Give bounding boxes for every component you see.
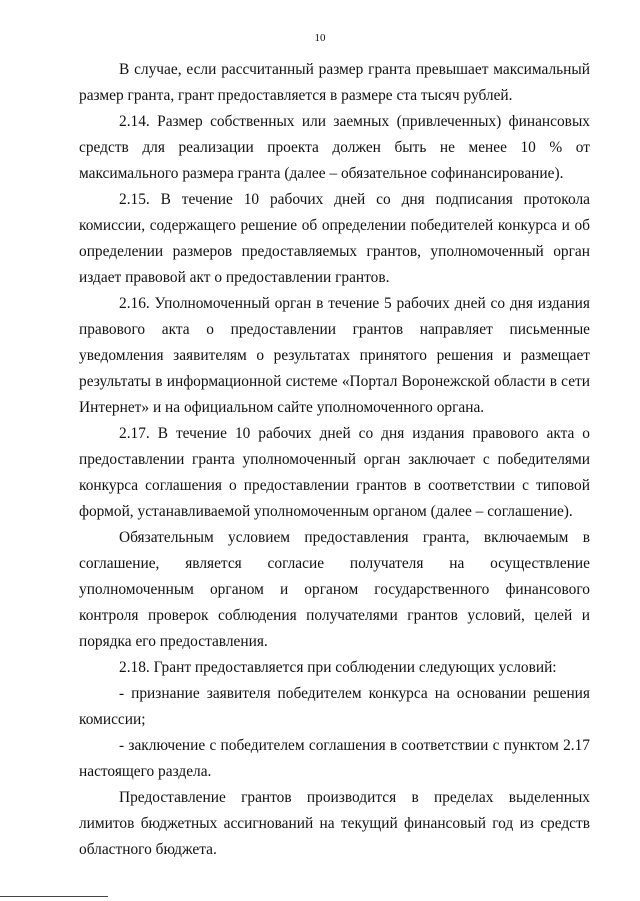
paragraph-mandatory-condition: Обязательным условием предоставления гранта, включаемым в соглашение, является согласие получателя на осуществление уполномоченным органом и органом государственного финансового контроля проверок соблюдения получателями грантов условий, целей и порядка его предоставления. bbox=[79, 529, 590, 650]
paragraph-2-17: 2.17. В течение 10 рабочих дней со дня издания правового акта о предоставлении гранта уполномоченный орган заключает с победителями конкурса соглашения о предоставлении грантов в соответствии с типовой формой, устанавливаемой уполномоченным органом (далее – соглашение). bbox=[79, 425, 590, 520]
footer-rule bbox=[0, 896, 108, 897]
list-item-condition-2: - заключение с победителем соглашения в соответствии с пунктом 2.17 настоящего раздела. bbox=[79, 737, 590, 780]
paragraph-2-18: 2.18. Грант предоставляется при соблюдении следующих условий: bbox=[119, 659, 557, 676]
paragraph-2-14: 2.14. Размер собственных или заемных (привлеченных) финансовых средств для реализации проекта должен быть не менее 10 % от максимального размера гранта (далее – обязательное софинансирование). bbox=[79, 113, 590, 182]
paragraph-grant-limit: В случае, если рассчитанный размер гранта превышает максимальный размер гранта, грант предоставляется в размере ста тысяч рублей. bbox=[79, 61, 590, 104]
page-number: 10 bbox=[314, 32, 326, 44]
paragraph-2-16: 2.16. Уполномоченный орган в течение 5 рабочих дней со дня издания правового акта о предоставлении грантов направляет письменные уведомления заявителям о результатах принятого решения и размещает результаты в информационной системе «Портал Воронежской области в сети Интернет» и на официальном сайте уполномоченного органа. bbox=[79, 295, 590, 416]
paragraph-2-15: 2.15. В течение 10 рабочих дней со дня подписания протокола комиссии, содержащего решение об определении победителей конкурса и об определении размеров предоставляемых грантов, уполномоченный орган издает правовой акт о предоставлении грантов. bbox=[79, 191, 590, 286]
paragraph-budget-limits: Предоставление грантов производится в пределах выделенных лимитов бюджетных ассигнований на текущий финансовый год из средств областного бюджета. bbox=[79, 789, 590, 858]
document-body bbox=[79, 57, 590, 863]
list-item-condition-1: - признание заявителя победителем конкурса на основании решения комиссии; bbox=[79, 685, 590, 728]
